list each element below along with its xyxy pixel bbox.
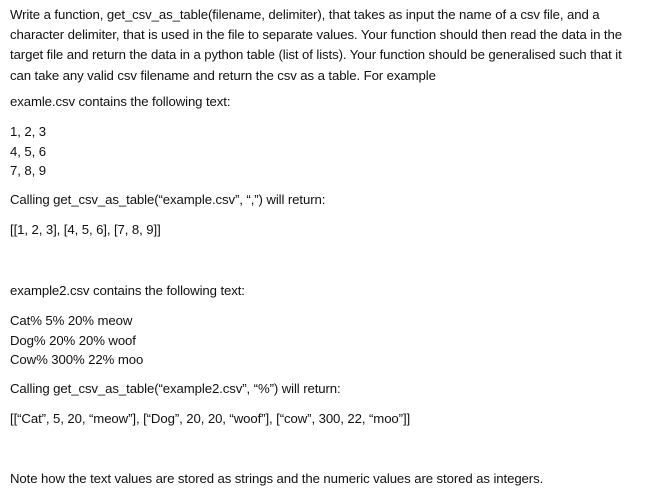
example1-line: 1, 2, 3 [10,124,46,139]
example1-line: 7, 8, 9 [10,163,46,178]
intro-paragraph [10,5,660,86]
example1-call: Calling get_csv_as_table(“example.csv”, “,”) will return: [10,192,326,207]
example1-result: [[1, 2, 3], [4, 5, 6], [7, 8, 9]] [10,222,161,237]
example2-line: Cat% 5% 20% meow [10,313,133,328]
example1-line: 4, 5, 6 [10,143,46,159]
example2-line: Cow% 300% 22% moo [10,352,144,367]
intro-line: Write a function, get_csv_as_table(filename, delimiter), that takes as input the name of a csv file, and a [10,7,600,22]
example2-call: Calling get_csv_as_table(“example2.csv”, “%”) will return: [10,381,341,396]
example2-result: [[“Cat”, 5, 20, “meow”], [“Dog”, 20, 20, “woof”], [“cow”, 300, 22, “moo”]] [10,411,411,426]
example2-line: Dog% 20% 20% woof [10,332,136,348]
example2-file-contents [10,311,143,370]
intro-line: target file and return the data in a python table (list of lists). Your function should be generalised such that it [10,47,622,63]
intro-line: character delimiter, that is used in the file to separate values. Your function should then read the data in the [10,27,622,43]
example1-file-contents [10,122,46,181]
example2-intro: example2.csv contains the following text: [10,283,245,298]
closing-note: Note how the text values are stored as strings and the numeric values are stored as integers. [10,471,544,486]
intro-line: can take any valid csv filename and return the csv as a table. For example [10,67,436,83]
example1-intro: examle.csv contains the following text: [10,94,231,109]
